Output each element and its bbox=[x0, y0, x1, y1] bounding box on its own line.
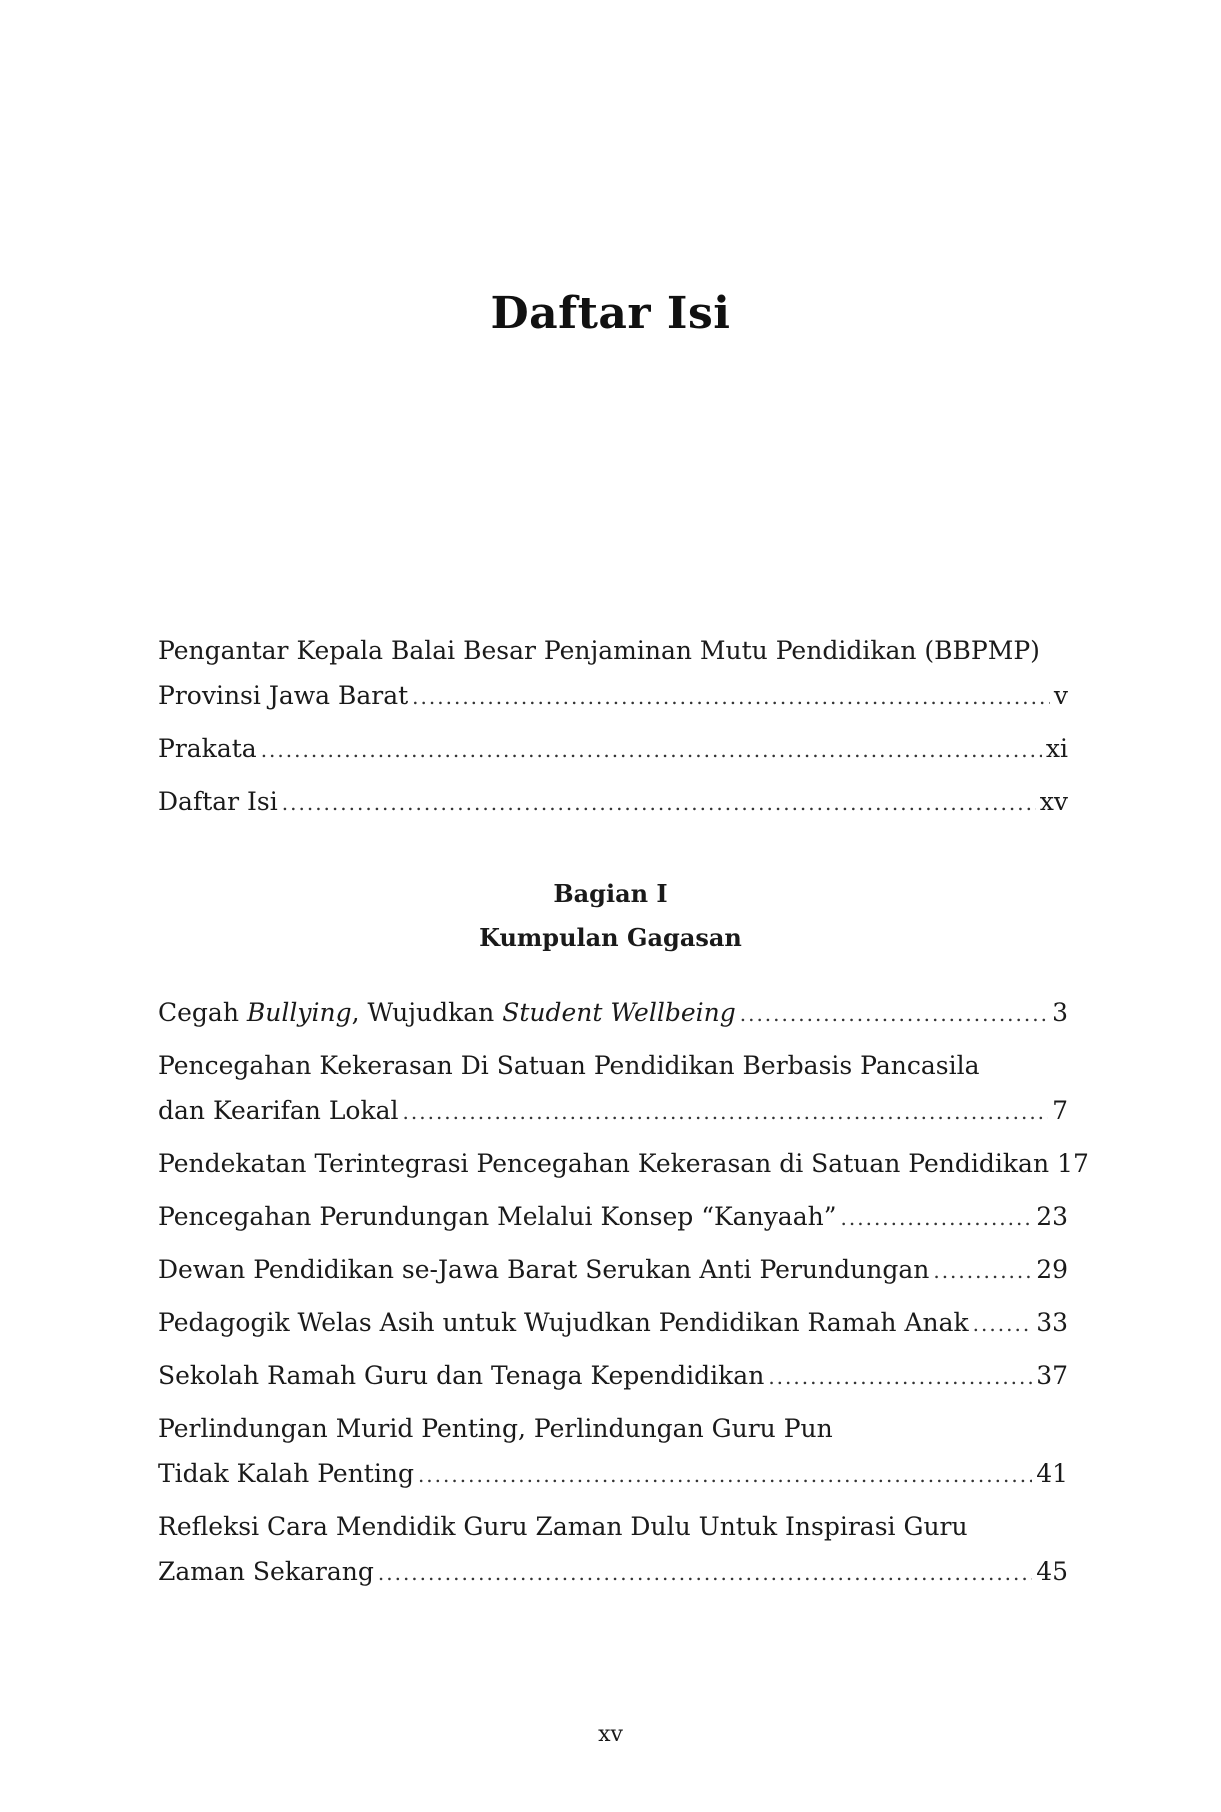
toc-page-number: 29 bbox=[1036, 1255, 1068, 1284]
toc-entry bbox=[158, 1247, 1068, 1292]
toc-page-number: 41 bbox=[1036, 1459, 1068, 1488]
page-title: Daftar Isi bbox=[490, 288, 731, 339]
toc-page-number: 37 bbox=[1036, 1361, 1068, 1390]
dot-leader bbox=[740, 992, 1048, 1037]
dot-leader bbox=[768, 1355, 1032, 1400]
toc-entry-title: Pencegahan Kekerasan Di Satuan Pendidikan Berbasis Pancasila bbox=[158, 1051, 980, 1080]
toc-entry bbox=[158, 1504, 1068, 1594]
toc-entry-line bbox=[158, 1247, 1068, 1292]
toc-entry-line bbox=[158, 1141, 1089, 1186]
toc-entry-line bbox=[158, 779, 1068, 824]
toc-entry bbox=[158, 1194, 1068, 1239]
toc-page-number: 45 bbox=[1036, 1557, 1068, 1586]
toc-entry bbox=[158, 990, 1068, 1035]
toc-entry-title: Dewan Pendidikan se-Jawa Barat Serukan Anti Perundungan bbox=[158, 1255, 930, 1284]
toc-entry-title: Pengantar Kepala Balai Besar Penjaminan Mutu Pendidikan (BBPMP) bbox=[158, 636, 1040, 665]
toc-entry-line bbox=[158, 1300, 1068, 1345]
toc-entry-line bbox=[158, 726, 1068, 771]
toc-entry-title: Prakata bbox=[158, 734, 257, 763]
toc-entry-title: Pencegahan Perundungan Melalui Konsep “Kanyaah” bbox=[158, 1202, 837, 1231]
title-part: , Wujudkan bbox=[351, 998, 503, 1027]
toc-entry-line bbox=[158, 1043, 1068, 1088]
toc-entry bbox=[158, 726, 1068, 771]
dot-leader bbox=[378, 1551, 1032, 1596]
toc-entry-title: Pedagogik Welas Asih untuk Wujudkan Pendidikan Ramah Anak bbox=[158, 1308, 969, 1337]
toc-entry bbox=[158, 779, 1068, 824]
toc-entry-line bbox=[158, 1194, 1068, 1239]
toc-entry-line bbox=[158, 1549, 1068, 1594]
part-label: Bagian I bbox=[553, 879, 668, 908]
dot-leader bbox=[412, 675, 1050, 720]
toc-entry-line bbox=[158, 673, 1068, 718]
dot-leader bbox=[282, 781, 1036, 826]
part-name: Kumpulan Gagasan bbox=[479, 923, 742, 952]
toc-entry-title: Perlindungan Murid Penting, Perlindungan Guru Pun bbox=[158, 1414, 833, 1443]
toc-page-number: 23 bbox=[1036, 1202, 1068, 1231]
toc-entry-line bbox=[158, 1504, 1068, 1549]
toc-front-matter bbox=[158, 628, 1068, 832]
toc-page-number: xv bbox=[1039, 787, 1068, 816]
page-folio: xv bbox=[598, 1722, 623, 1747]
dot-leader bbox=[841, 1196, 1033, 1241]
toc-entry-line bbox=[158, 1088, 1068, 1133]
toc-entry-title: Refleksi Cara Mendidik Guru Zaman Dulu Untuk Inspirasi Guru bbox=[158, 1512, 968, 1541]
toc-part-1 bbox=[158, 990, 1089, 1602]
toc-page-number: 33 bbox=[1036, 1308, 1068, 1337]
part-heading bbox=[0, 872, 1221, 960]
toc-entry bbox=[158, 628, 1068, 718]
title-italic-part: Student Wellbeing bbox=[502, 998, 736, 1027]
dot-leader bbox=[261, 728, 1042, 773]
toc-entry bbox=[158, 1300, 1068, 1345]
dot-leader bbox=[418, 1453, 1032, 1498]
dot-leader bbox=[933, 1249, 1032, 1294]
toc-entry-line bbox=[158, 1353, 1068, 1398]
toc-entry-title bbox=[158, 990, 736, 1035]
toc-entry-title: Pendekatan Terintegrasi Pencegahan Kekerasan di Satuan Pendidikan bbox=[158, 1149, 1050, 1178]
toc-page-number: 7 bbox=[1052, 1096, 1068, 1125]
toc-entry-title: Provinsi Jawa Barat bbox=[158, 681, 409, 710]
toc-entry-line bbox=[158, 1451, 1068, 1496]
toc-entry bbox=[158, 1043, 1068, 1133]
toc-page-number: 3 bbox=[1052, 998, 1068, 1027]
toc-entry-title: Sekolah Ramah Guru dan Tenaga Kependidikan bbox=[158, 1361, 765, 1390]
toc-entry bbox=[158, 1141, 1089, 1186]
title-italic-part: Bullying bbox=[246, 998, 352, 1027]
dot-leader bbox=[403, 1090, 1049, 1135]
toc-page-number: xi bbox=[1045, 734, 1068, 763]
toc-entry-line bbox=[158, 1406, 1068, 1451]
toc-entry-title: Daftar Isi bbox=[158, 787, 278, 816]
toc-page-number: v bbox=[1053, 681, 1068, 710]
toc-entry-line bbox=[158, 628, 1068, 673]
dot-leader bbox=[973, 1302, 1033, 1347]
toc-entry bbox=[158, 1353, 1068, 1398]
toc-entry-title: Zaman Sekarang bbox=[158, 1557, 374, 1586]
toc-page-number: 17 bbox=[1057, 1149, 1089, 1178]
toc-entry-line bbox=[158, 990, 1068, 1035]
toc-entry-title: dan Kearifan Lokal bbox=[158, 1096, 399, 1125]
toc-entry bbox=[158, 1406, 1068, 1496]
toc-entry-title: Tidak Kalah Penting bbox=[158, 1459, 414, 1488]
title-part: Cegah bbox=[158, 998, 247, 1027]
